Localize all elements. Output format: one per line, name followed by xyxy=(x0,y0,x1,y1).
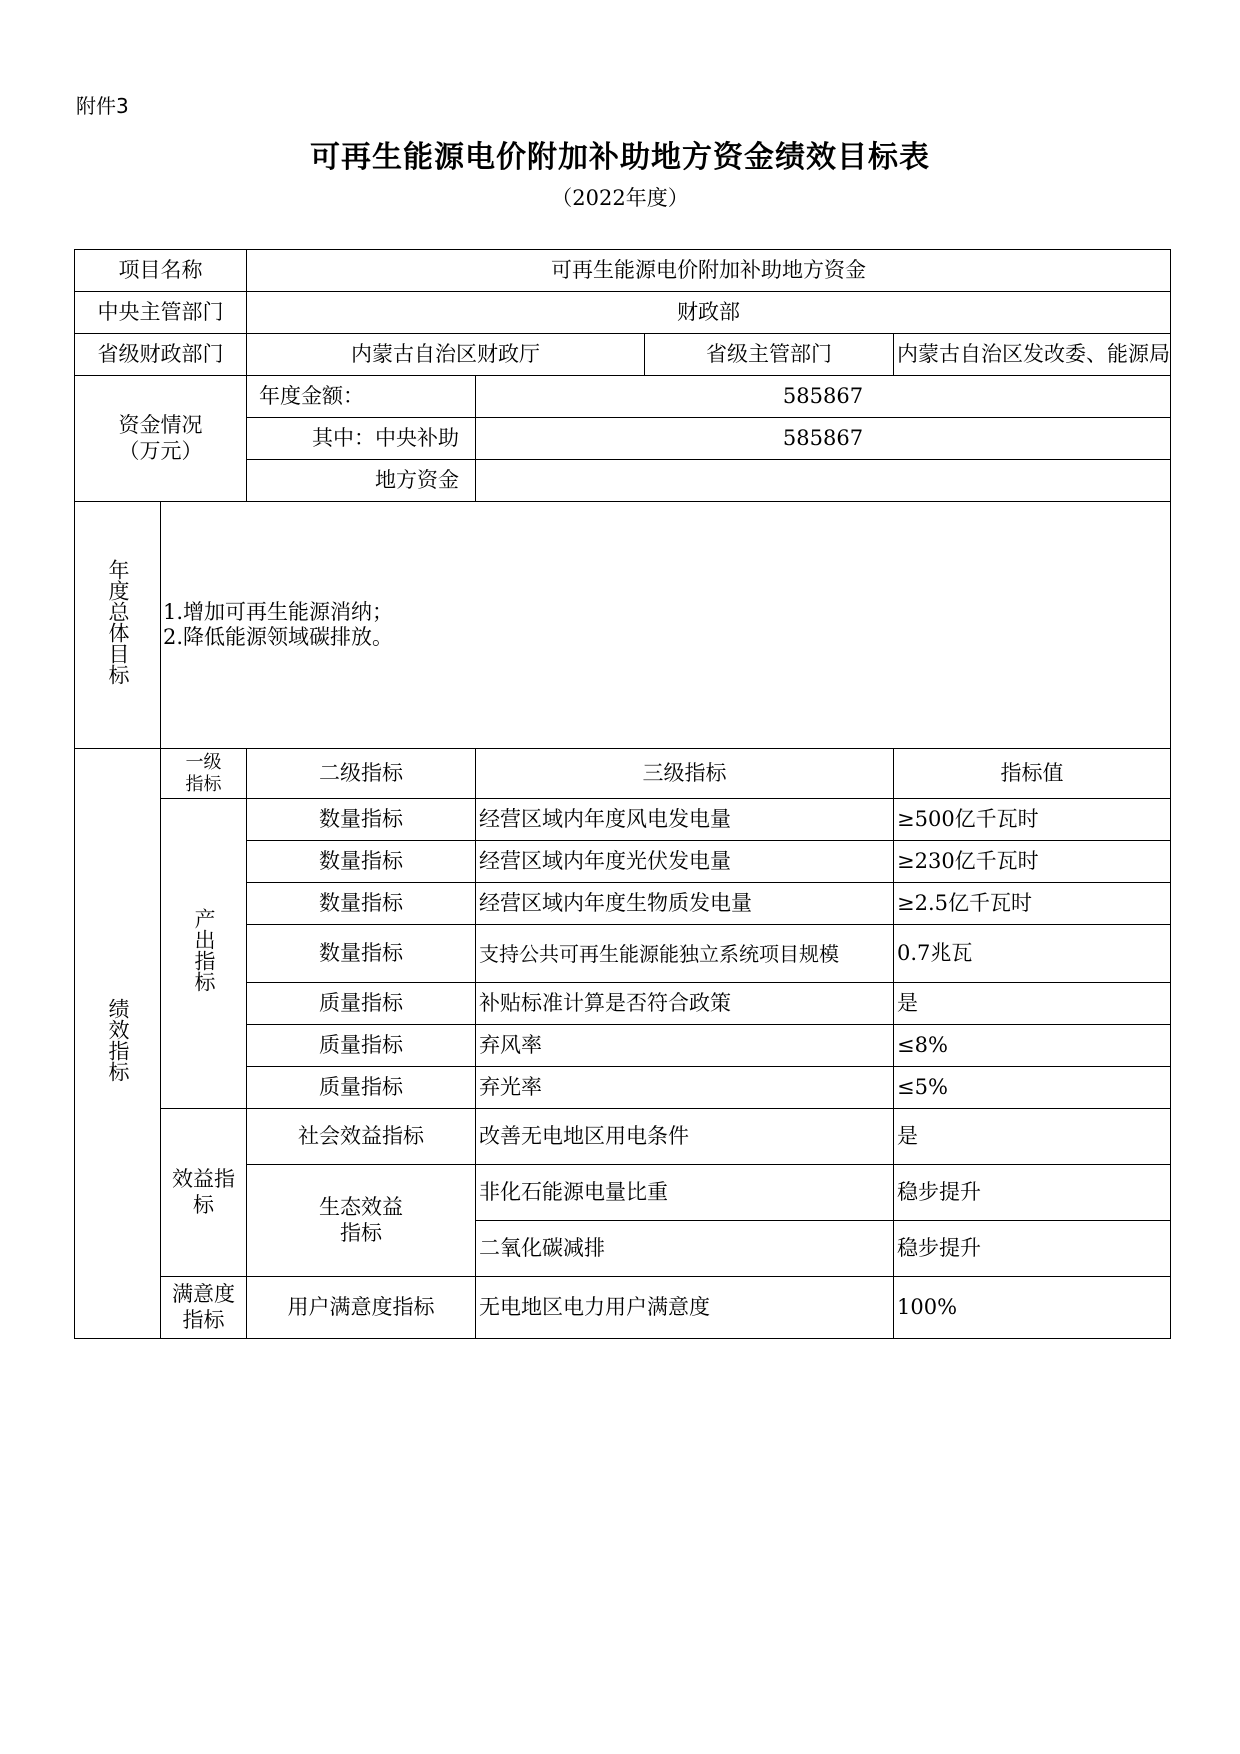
central-dept-label: 中央主管部门 xyxy=(75,292,247,334)
table-row xyxy=(75,799,1171,841)
row-level2: 质量指标 xyxy=(247,1067,476,1109)
central-subsidy-label: 其中：中央补助 xyxy=(247,418,476,460)
output-indicator-label-text: 产出指标 xyxy=(192,908,216,993)
row-level2: 质量指标 xyxy=(247,1025,476,1067)
goal-line-1: 1.增加可再生能源消纳； xyxy=(163,600,394,624)
prov-finance-value: 内蒙古自治区财政厅 xyxy=(247,334,645,376)
row-value: ≥230亿千瓦时 xyxy=(894,841,1171,883)
row-level3: 无电地区电力用户满意度 xyxy=(476,1277,894,1339)
prov-dept-value: 内蒙古自治区发改委、能源局 xyxy=(894,334,1171,376)
row-level3: 经营区域内年度生物质发电量 xyxy=(476,883,894,925)
project-name-row xyxy=(75,250,1171,292)
annual-goal-content xyxy=(161,502,1171,749)
local-funds-value xyxy=(476,460,1171,502)
row-level3: 二氧化碳减排 xyxy=(476,1221,894,1277)
project-name-value: 可再生能源电价附加补助地方资金 xyxy=(247,250,1171,292)
annual-goal-row xyxy=(75,502,1171,749)
row-level2: 数量指标 xyxy=(247,925,476,983)
row-value: 是 xyxy=(894,1109,1171,1165)
row-level3: 改善无电地区用电条件 xyxy=(476,1109,894,1165)
row-level3: 经营区域内年度风电发电量 xyxy=(476,799,894,841)
central-subsidy-value: 585867 xyxy=(476,418,1171,460)
row-value: ≥2.5亿千瓦时 xyxy=(894,883,1171,925)
prov-finance-label: 省级财政部门 xyxy=(75,334,247,376)
header-level1: 一级指标 xyxy=(161,749,247,799)
goal-line-2: 2.降低能源领域碳排放。 xyxy=(163,625,394,649)
benefit-indicator-label: 效益指标 xyxy=(161,1109,247,1277)
prov-dept-label: 省级主管部门 xyxy=(645,334,894,376)
page-subtitle: （2022年度） xyxy=(551,186,689,210)
annual-amount-value: 585867 xyxy=(476,376,1171,418)
eco-benefit-label-line2: 指标 xyxy=(340,1220,382,1245)
eco-benefit-label xyxy=(247,1165,476,1277)
row-level2: 数量指标 xyxy=(247,841,476,883)
funds-label-line1: 资金情况 xyxy=(118,413,203,438)
performance-target-table xyxy=(74,249,1171,1339)
row-level3: 弃光率 xyxy=(476,1067,894,1109)
output-indicator-label xyxy=(161,799,247,1109)
row-level3: 经营区域内年度光伏发电量 xyxy=(476,841,894,883)
satisfaction-indicator-label: 满意度指标 xyxy=(161,1277,247,1339)
row-value: 稳步提升 xyxy=(894,1221,1171,1277)
header-value: 指标值 xyxy=(894,749,1171,799)
central-dept-row xyxy=(75,292,1171,334)
row-value: 0.7兆瓦 xyxy=(894,925,1171,983)
page-title: 可再生能源电价附加补助地方资金绩效目标表 xyxy=(310,140,930,175)
funds-label xyxy=(75,376,247,502)
annual-amount-label: 年度金额： xyxy=(247,376,476,418)
eco-benefit-label-line1: 生态效益 xyxy=(319,1195,403,1220)
indicators-section-label xyxy=(75,749,161,1339)
row-level3: 支持公共可再生能源能独立系统项目规模 xyxy=(476,925,894,983)
annual-goal-label-text: 年度总体目标 xyxy=(106,558,130,685)
row-value: 是 xyxy=(894,983,1171,1025)
row-level2: 质量指标 xyxy=(247,983,476,1025)
funds-label-line2: （万元） xyxy=(118,438,203,463)
header-level3: 三级指标 xyxy=(476,749,894,799)
row-value: 100% xyxy=(894,1277,1171,1339)
row-value: ≤5% xyxy=(894,1067,1171,1109)
funds-annual-row xyxy=(75,376,1171,418)
indicators-section-label-text: 绩效指标 xyxy=(106,998,130,1083)
table-row xyxy=(75,1109,1171,1165)
header-level2: 二级指标 xyxy=(247,749,476,799)
row-level2: 数量指标 xyxy=(247,883,476,925)
row-level2: 用户满意度指标 xyxy=(247,1277,476,1339)
local-funds-label: 地方资金 xyxy=(247,460,476,502)
row-level3: 非化石能源电量比重 xyxy=(476,1165,894,1221)
table-row xyxy=(75,1277,1171,1339)
indicator-header-row xyxy=(75,749,1171,799)
attachment-label: 附件3 xyxy=(76,94,129,118)
row-value: ≤8% xyxy=(894,1025,1171,1067)
central-dept-value: 财政部 xyxy=(247,292,1171,334)
annual-goal-label xyxy=(75,502,161,749)
row-value: 稳步提升 xyxy=(894,1165,1171,1221)
row-value: ≥500亿千瓦时 xyxy=(894,799,1171,841)
provincial-dept-row xyxy=(75,334,1171,376)
project-name-label: 项目名称 xyxy=(75,250,247,292)
row-level2: 数量指标 xyxy=(247,799,476,841)
row-level3: 补贴标准计算是否符合政策 xyxy=(476,983,894,1025)
row-level3: 弃风率 xyxy=(476,1025,894,1067)
row-level2: 社会效益指标 xyxy=(247,1109,476,1165)
